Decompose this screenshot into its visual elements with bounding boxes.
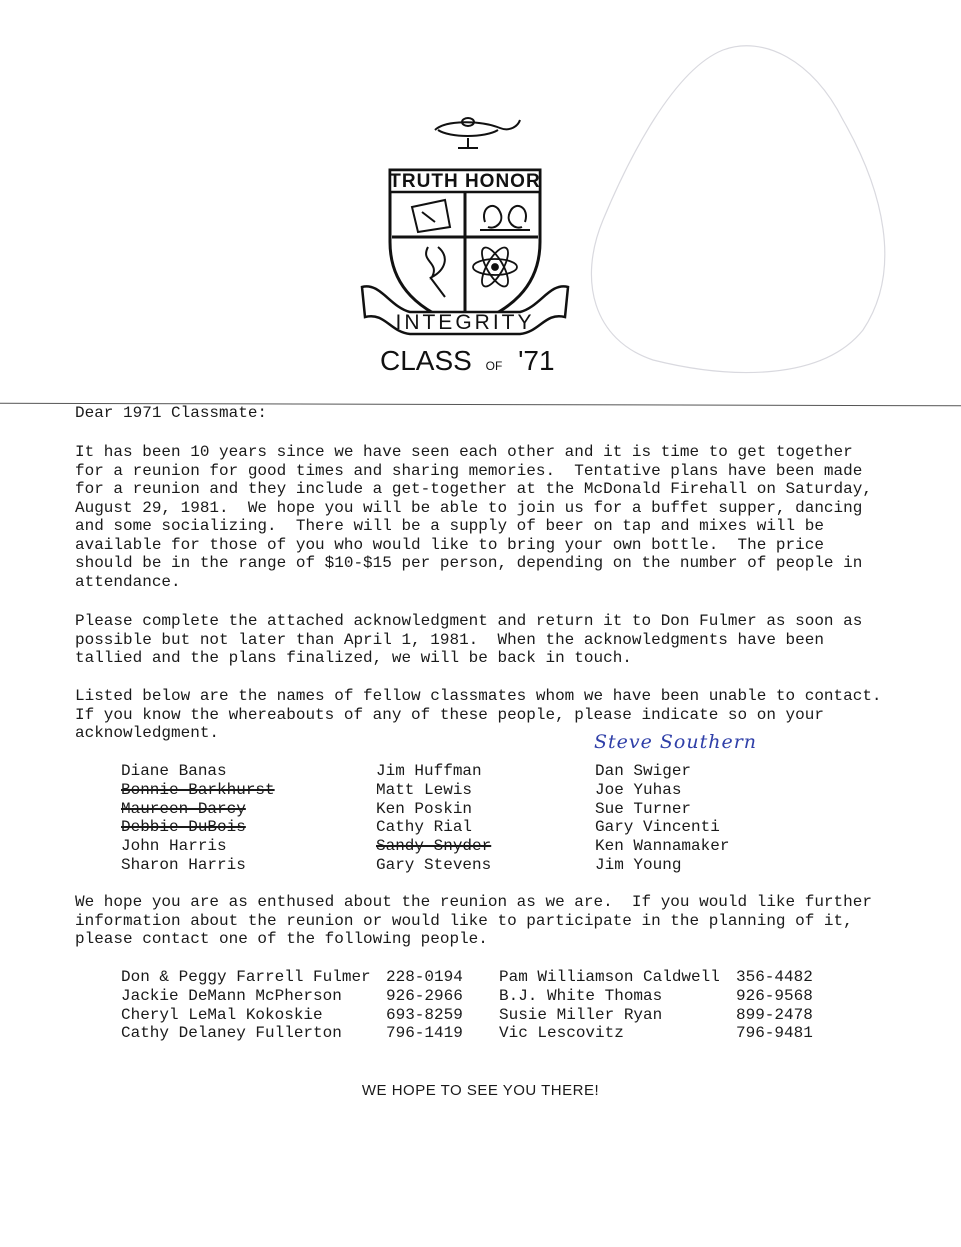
svg-text:CLASS OF '71 [380, 345, 555, 376]
list-item: Cathy Rial [376, 818, 473, 837]
contact-row [499, 1006, 829, 1025]
contact-name: Cathy Delaney Fullerton [121, 1024, 342, 1043]
crest-motto-top: TRUTH HONOR [389, 171, 541, 192]
contact-row [499, 1024, 829, 1043]
contact-name: Jackie DeMann McPherson [121, 986, 342, 1005]
list-item: Ken Poskin [376, 799, 473, 818]
class-label: CLASS [380, 345, 472, 376]
contact-name: Don & Peggy Farrell Fulmer [121, 968, 371, 986]
contact-phone: 796-1419 [386, 1024, 463, 1043]
contact-name: Susie Miller Ryan [499, 1005, 663, 1024]
list-item: Gary Stevens [376, 855, 492, 874]
closing-line: WE HOPE TO SEE YOU THERE! [361, 1082, 600, 1099]
atom-icon [473, 244, 517, 290]
handwritten-note: Steve Southern [594, 731, 758, 753]
class-of-label: OF [485, 359, 503, 373]
contact-name: Vic Lescovitz [499, 1024, 624, 1043]
paragraph-missing-classmates: Listed below are the names of fellow classmates whom we have been unable to contact. If you know the whereabouts of any of these people, please indicate so on your acknowledgment. [75, 687, 882, 742]
missing-list-column-1 [121, 762, 275, 875]
school-crest [350, 112, 580, 377]
list-item: Ken Wannamaker [595, 837, 730, 856]
list-item: Debbie DuBois [121, 818, 246, 837]
paragraph-reunion-details: It has been 10 years since we have seen each other and it is time to get together for a reunion for good times and sharing memories. Tentative plans have been made for a reunion and they include a get-together at the McDonald Firehall on Saturday, August 29, 1981. We hope you will be able to join us for a buffet supper, dancing and some socializing. There will be a supply of beer on tap and mixes will be available for those of you who would like to bring your own bottle. The price should be in the range of $10-$15 per person, depending on the number of people in attendance. [75, 443, 872, 591]
list-item: Matt Lewis [376, 780, 473, 799]
pencil-mark [583, 40, 903, 380]
contact-row [499, 968, 829, 987]
missing-list-column-2 [376, 762, 491, 875]
greeting: Dear 1971 Classmate: [75, 404, 268, 422]
contacts-right [499, 968, 829, 1043]
list-item: Sue Turner [595, 799, 692, 818]
class-year: '71 [518, 345, 555, 376]
lamp-icon [435, 118, 520, 148]
list-item: Gary Vincenti [595, 818, 720, 837]
list-item: Bonnie Barkhurst [121, 780, 275, 799]
contact-phone: 926-9568 [736, 986, 813, 1005]
missing-list-column-3 [595, 762, 729, 875]
swans-icon [480, 206, 530, 230]
contact-row [121, 1024, 481, 1043]
list-item: Diane Banas [121, 762, 227, 780]
crest-motto-banner: INTEGRITY [395, 311, 535, 334]
contact-phone: 796-9481 [736, 1024, 813, 1043]
contact-row [121, 968, 481, 987]
contact-row [121, 1006, 481, 1025]
list-item: Dan Swiger [595, 762, 692, 780]
list-item: Maureen Darcy [121, 799, 246, 818]
list-item: Sandy Snyder [376, 837, 492, 856]
list-item: John Harris [121, 837, 227, 856]
book-icon [412, 200, 450, 232]
list-item: Jim Huffman [376, 762, 482, 780]
contact-name: Pam Williamson Caldwell [499, 968, 720, 986]
contact-row [499, 987, 829, 1006]
paragraph-contact: We hope you are as enthused about the reunion as we are. If you would like further information about the reunion or would like to participate in the planning of it, please contact one of the following people. [75, 893, 872, 948]
torch-icon [426, 247, 445, 297]
contacts-left [121, 968, 481, 1043]
contact-phone: 228-0194 [386, 968, 463, 986]
list-item: Jim Young [595, 855, 682, 874]
contact-phone: 356-4482 [736, 968, 813, 986]
contact-phone: 899-2478 [736, 1005, 813, 1024]
contact-name: Cheryl LeMal Kokoskie [121, 1005, 323, 1024]
paragraph-acknowledgment: Please complete the attached acknowledgment and return it to Don Fulmer as soon as possible but not later than April 1, 1981. When the acknowledgments have been tallied and the plans finalized, we will be back in touch. [75, 612, 863, 667]
contact-phone: 926-2966 [386, 986, 463, 1005]
list-item: Sharon Harris [121, 855, 246, 874]
contact-phone: 693-8259 [386, 1005, 463, 1024]
list-item: Joe Yuhas [595, 780, 682, 799]
contact-name: B.J. White Thomas [499, 986, 663, 1005]
contact-row [121, 987, 481, 1006]
